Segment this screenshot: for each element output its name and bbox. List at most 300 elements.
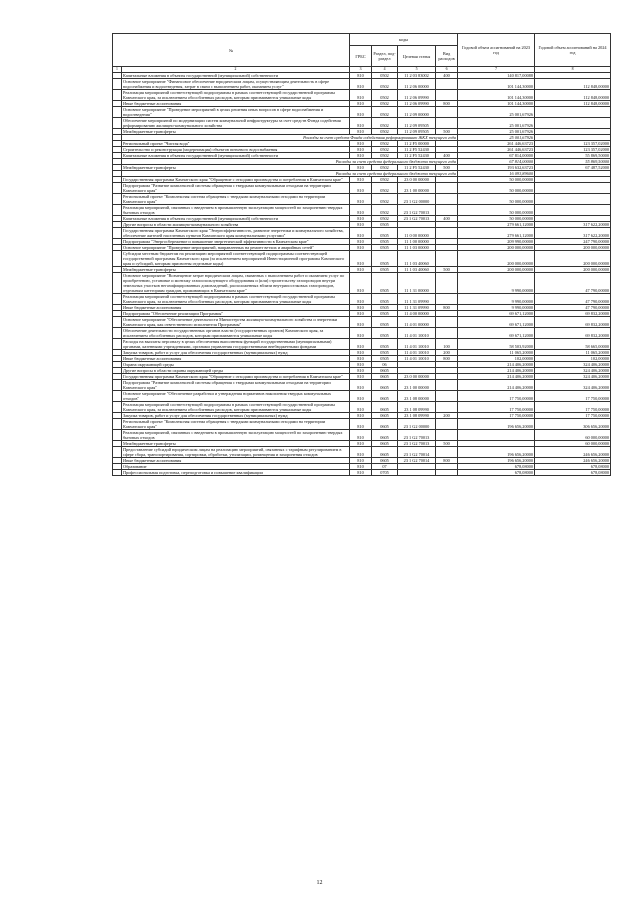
grbs-cell: 810 <box>350 251 372 267</box>
amount-2023-cell: 101 144,30000 <box>458 79 535 90</box>
grbs-cell: 810 <box>350 90 372 101</box>
row-name-cell: Государственная программа Камчатского края "Обращение с отходами производства и потребления в Камчатском крае" <box>122 177 350 183</box>
amount-2023-cell: 200 000,00000 <box>458 267 535 273</box>
row-name-cell: Подпрограмма "Развитие комплексной системы обращения с твердыми коммунальными отходами на территории Камчатского края" <box>122 380 350 391</box>
razdel-cell: 0505 <box>372 267 398 273</box>
header-2023: Годовой объем ассигнований на 2023 год <box>458 34 535 67</box>
target-article-cell: 11 2 F5 52430 <box>398 147 436 153</box>
target-article-cell: 23 1 G2 70013 <box>398 441 436 447</box>
target-article-cell: 11 1 31 00000 <box>398 273 436 294</box>
amount-2023-cell: 50 000,00000 <box>458 194 535 205</box>
grbs-cell: 810 <box>350 79 372 90</box>
row-name-cell: Региональный проект "Чистая вода" <box>122 141 350 147</box>
grbs-cell: 810 <box>350 194 372 205</box>
row-name-cell: Региональный проект "Комплексная система обращения с твердыми коммунальными отходами на территории Камчатского края" <box>122 194 350 205</box>
amount-2023-cell: 209 990,00000 <box>458 239 535 245</box>
header-col-num: 4 <box>372 67 398 73</box>
target-article-cell: 11 1 31 09990 <box>398 305 436 311</box>
row-name-cell: Строительство и реконструкция (модернизация) объектов питьевого водоснабжения <box>122 147 350 153</box>
row-number-cell <box>113 251 122 267</box>
amount-2023-cell: 678,08000 <box>458 464 535 470</box>
header-codes: коды <box>350 34 458 46</box>
amount-2023-cell: 196 656,20000 <box>458 458 535 464</box>
row-name-cell: Обеспечение деятельности государственных органов власти (государственных органов) Камчатского края, за исключением обособленных расходов, которым присваиваются уникальные коды <box>122 328 350 339</box>
row-name-cell: Межбюджетные трансферты <box>122 441 350 447</box>
razdel-cell: 07 <box>372 464 398 470</box>
header-col-num: 7 <box>458 67 535 73</box>
table-row <box>113 328 611 339</box>
razdel-cell: 0505 <box>372 328 398 339</box>
amount-2024-cell: 55 869,50000 <box>535 153 611 159</box>
expense-type-cell: 800 <box>436 356 458 362</box>
grbs-cell: 810 <box>350 362 372 368</box>
amount-2023-cell: 69 671,12000 <box>458 317 535 328</box>
grbs-cell: 810 <box>350 374 372 380</box>
target-article-cell: 23 1 00 00000 <box>398 380 436 391</box>
razdel-cell: 0605 <box>372 413 398 419</box>
amount-2024-cell: 47 790,00000 <box>535 273 611 294</box>
amount-2023-cell: 9 990,00000 <box>458 273 535 294</box>
razdel-cell: 0605 <box>372 419 398 430</box>
razdel-cell: 0502 <box>372 129 398 135</box>
amount-2024-cell: 112 848,00000 <box>535 79 611 90</box>
amount-2024-cell: 17 750,00000 <box>535 402 611 413</box>
target-article-cell: 11 4 01 10010 <box>398 356 436 362</box>
target-article-cell: 11 1 31 09990 <box>398 294 436 305</box>
amount-2024-cell: 47 790,00000 <box>535 294 611 305</box>
row-name-cell: Государственная программа Камчатского края "Обращение с отходами производства и потребления в Камчатском крае" <box>122 374 350 380</box>
amount-2024-cell <box>535 118 611 129</box>
amount-2024-cell: 317 622,20000 <box>535 222 611 228</box>
target-article-cell: 11 2 06 00000 <box>398 79 436 90</box>
row-name-cell: Другие вопросы в области охраны окружающей среды <box>122 368 350 374</box>
razdel-cell: 0502 <box>372 90 398 101</box>
razdel-cell: 0502 <box>372 79 398 90</box>
razdel-cell: 0502 <box>372 153 398 159</box>
row-number-cell <box>113 194 122 205</box>
row-number-cell <box>113 90 122 101</box>
table-body <box>113 73 611 476</box>
amount-2024-cell <box>535 205 611 216</box>
row-number-cell <box>113 339 122 350</box>
amount-2023-cell: 101 144,30000 <box>458 101 535 107</box>
target-article-cell: 11 2 09 09505 <box>398 118 436 129</box>
razdel-cell: 0502 <box>372 141 398 147</box>
grbs-cell: 810 <box>350 441 372 447</box>
note-text-cell: Расходы за счет средств федерального бюджета текущего года <box>122 159 458 165</box>
row-name-cell: Межбюджетные трансферты <box>122 129 350 135</box>
razdel-cell: 0605 <box>372 447 398 458</box>
grbs-cell: 810 <box>350 239 372 245</box>
amount-2024-cell <box>535 194 611 205</box>
row-name-cell: Основное мероприятие "Обеспечение деятельности Министерства жилищно-коммунального хозяйства и энергетики Камчатского края, как ответственного исполнителя Программы" <box>122 317 350 328</box>
amount-2024-cell: 55 869,50000 <box>535 159 611 165</box>
expense-type-cell: 500 <box>436 129 458 135</box>
amount-2024-cell: 324 406,20000 <box>535 380 611 391</box>
amount-2023-cell: 193 632,63723 <box>458 165 535 171</box>
grbs-cell: 810 <box>350 73 372 79</box>
header-target-article: Целевая статья <box>398 46 436 67</box>
grbs-cell: 810 <box>350 413 372 419</box>
header-col-num: 1 <box>113 67 122 73</box>
amount-2024-cell: 324 406,20000 <box>535 374 611 380</box>
amount-2023-cell: 17 750,00000 <box>458 413 535 419</box>
row-number-cell <box>113 419 122 430</box>
target-article-cell: 11 4 01 10010 <box>398 328 436 339</box>
row-number-cell <box>113 294 122 305</box>
target-article-cell: 23 1 G2 70013 <box>398 205 436 216</box>
page-number: 12 <box>316 880 323 886</box>
razdel-cell: 0502 <box>372 205 398 216</box>
row-name-cell: Межбюджетные трансферты <box>122 267 350 273</box>
expense-type-cell: 200 <box>436 413 458 419</box>
razdel-cell: 0502 <box>372 177 398 183</box>
row-name-cell: Образование <box>122 464 350 470</box>
target-article-cell: 11 2 F5 52430 <box>398 165 436 171</box>
grbs-cell: 810 <box>350 153 372 159</box>
row-name-cell: Охрана окружающей среды <box>122 362 350 368</box>
amount-2023-cell: 9 990,00000 <box>458 294 535 305</box>
grbs-cell: 810 <box>350 205 372 216</box>
row-number-cell <box>113 205 122 216</box>
razdel-cell: 0605 <box>372 441 398 447</box>
row-number-cell <box>113 107 122 118</box>
amount-2024-cell: 200 000,00000 <box>535 245 611 251</box>
table-row <box>113 447 611 458</box>
razdel-cell: 0502 <box>372 165 398 171</box>
grbs-cell: 810 <box>350 245 372 251</box>
expense-type-cell: 400 <box>436 216 458 222</box>
row-name-cell: Подпрограмма "Обеспечение реализации Программы" <box>122 311 350 317</box>
target-article-cell: 11 2 F5 00000 <box>398 141 436 147</box>
razdel-cell: 0502 <box>372 118 398 129</box>
table-row <box>113 90 611 101</box>
expense-type-cell <box>436 228 458 239</box>
row-name-cell: Реализация мероприятий соответствующей подпрограммы в рамках соответствующей государственной программы Камчатского края, за исключением обособленных расходов, которым присваиваются уникальные коды <box>122 402 350 413</box>
note-text-cell: Расходы за счет средств федерального бюджета текущего года <box>122 171 458 177</box>
amount-2024-cell: 306 656,20000 <box>535 419 611 430</box>
amount-2024-cell: 678,08000 <box>535 464 611 470</box>
target-article-cell: 11 1 03 40060 <box>398 267 436 273</box>
row-name-cell: Иные бюджетные ассигнования <box>122 101 350 107</box>
row-name-cell: Иные бюджетные ассигнования <box>122 305 350 311</box>
row-number-cell <box>113 79 122 90</box>
amount-2023-cell: 17 750,00000 <box>458 402 535 413</box>
razdel-cell: 0605 <box>372 391 398 402</box>
expense-type-cell: 800 <box>436 101 458 107</box>
expense-type-cell <box>436 294 458 305</box>
razdel-cell: 0505 <box>372 251 398 267</box>
amount-2024-cell <box>535 183 611 194</box>
table-row <box>113 294 611 305</box>
grbs-cell: 810 <box>350 228 372 239</box>
row-name-cell: Подпрограмма "Энергосбережение и повышение энергетической эффективности в Камчатском крае" <box>122 239 350 245</box>
expense-type-cell <box>436 402 458 413</box>
amount-2024-cell: 317 622,20000 <box>535 228 611 239</box>
table-row <box>113 430 611 441</box>
table-row <box>113 183 611 194</box>
razdel-cell: 0505 <box>372 350 398 356</box>
amount-2024-cell: 17 750,00000 <box>535 413 611 419</box>
target-article-cell: 11 4 00 00000 <box>398 311 436 317</box>
table-row <box>113 107 611 118</box>
row-name-cell: Региональный проект "Комплексная система обращения с твердыми коммунальными отходами на территории Камчатского края" <box>122 419 350 430</box>
row-name-cell: Расходы на выплаты персоналу в целях обеспечения выполнения функций государственными (муниципальными) органами, казенными учреждениями, органами управления государственными внебюджетными фондами <box>122 339 350 350</box>
grbs-cell: 810 <box>350 305 372 311</box>
amount-2023-cell: 200 000,00000 <box>458 251 535 267</box>
amount-2023-cell: 9 990,00000 <box>458 305 535 311</box>
table-header <box>113 34 611 73</box>
row-number-cell <box>113 391 122 402</box>
header-number: № <box>113 34 350 67</box>
budget-table-page <box>112 33 610 476</box>
target-article-cell: 11 2 F5 52430 <box>398 153 436 159</box>
amount-2023-cell: 50 000,00000 <box>458 183 535 194</box>
grbs-cell: 810 <box>350 368 372 374</box>
row-number-cell <box>113 430 122 441</box>
header-2024: Годовой объем ассигнований на 2024 год <box>535 34 611 67</box>
row-name-cell: Подпрограмма "Развитие комплексной системы обращения с твердыми коммунальными отходами на территории Камчатского края" <box>122 183 350 194</box>
expense-type-cell <box>436 328 458 339</box>
amount-2023-cell: 25 001,67926 <box>458 135 535 141</box>
amount-2023-cell: 25 001,67926 <box>458 129 535 135</box>
razdel-cell: 0505 <box>372 273 398 294</box>
grbs-cell: 810 <box>350 317 372 328</box>
expense-type-cell <box>436 470 458 476</box>
amount-2024-cell: 112 848,00000 <box>535 101 611 107</box>
target-article-cell: 11 0 00 00000 <box>398 228 436 239</box>
target-article-cell: 11 2 06 09990 <box>398 90 436 101</box>
grbs-cell: 810 <box>350 273 372 294</box>
expense-type-cell: 400 <box>436 73 458 79</box>
razdel-cell: 0605 <box>372 368 398 374</box>
amount-2023-cell: 50 000,00000 <box>458 177 535 183</box>
razdel-cell: 0505 <box>372 305 398 311</box>
row-name-cell: Иные бюджетные ассигнования <box>122 356 350 362</box>
amount-2023-cell: 16 093,89600 <box>458 171 535 177</box>
amount-2024-cell: 102,00000 <box>535 356 611 362</box>
table-row <box>113 380 611 391</box>
grbs-cell: 810 <box>350 419 372 430</box>
grbs-cell: 810 <box>350 470 372 476</box>
target-article-cell: 23 1 G2 70013 <box>398 430 436 441</box>
expense-type-cell <box>436 430 458 441</box>
amount-2023-cell: 200 000,00000 <box>458 245 535 251</box>
table-row <box>113 470 611 476</box>
row-name-cell: Основное мероприятие "Финансовое обеспечение юридическим лицам, осуществляющим деятельность в сфере водоснабжения и водоотведения, затрат в связи с выполнением работ, оказанием услуг" <box>122 79 350 90</box>
amount-2024-cell: 69 832,20000 <box>535 317 611 328</box>
row-name-cell: Государственная программа Камчатского края "Энергоэффективность, развитие энергетики и коммунального хозяйства, обеспечение жителей населенных пунктов Камчатского края коммунальными услугами" <box>122 228 350 239</box>
row-name-cell: Закупка товаров, работ и услуг для обеспечения государственных (муниципальных) нужд <box>122 413 350 419</box>
grbs-cell: 810 <box>350 311 372 317</box>
row-number-cell <box>113 317 122 328</box>
amount-2024-cell: 246 656,20000 <box>535 458 611 464</box>
row-name-cell: Реализация мероприятий, связанных с введением в промышленную эксплуатацию мощностей по захоронению твердых бытовых отходов <box>122 430 350 441</box>
grbs-cell: 810 <box>350 391 372 402</box>
expense-type-cell: 200 <box>436 350 458 356</box>
target-article-cell: 23 1 G2 00000 <box>398 194 436 205</box>
amount-2024-cell: 60 000,00000 <box>535 441 611 447</box>
grbs-cell: 810 <box>350 165 372 171</box>
expense-type-cell: 500 <box>436 441 458 447</box>
row-name-cell: Межбюджетные трансферты <box>122 165 350 171</box>
target-article-cell: 11 4 01 10010 <box>398 350 436 356</box>
amount-2023-cell: 140 817,00088 <box>458 73 535 79</box>
amount-2023-cell: 25 001,67926 <box>458 118 535 129</box>
target-article-cell: 11 1 00 00000 <box>398 239 436 245</box>
expense-type-cell <box>436 183 458 194</box>
header-col-num: 6 <box>436 67 458 73</box>
row-number-cell <box>113 447 122 458</box>
razdel-cell: 0505 <box>372 239 398 245</box>
razdel-cell: 0605 <box>372 380 398 391</box>
razdel-cell: 0605 <box>372 458 398 464</box>
expense-type-cell: 500 <box>436 267 458 273</box>
expense-type-cell: 800 <box>436 305 458 311</box>
amount-2024-cell: 69 832,20000 <box>535 311 611 317</box>
table-row <box>113 205 611 216</box>
header-razdel: Раздел, под-раздел <box>372 46 398 67</box>
razdel-cell: 0705 <box>372 470 398 476</box>
amount-2024-cell: 324 406,20000 <box>535 362 611 368</box>
amount-2023-cell: 11 065,20000 <box>458 350 535 356</box>
razdel-cell: 0502 <box>372 183 398 194</box>
amount-2024-cell: 47 790,00000 <box>535 305 611 311</box>
target-article-cell: 11 1 03 40060 <box>398 251 436 267</box>
grbs-cell: 810 <box>350 129 372 135</box>
expense-type-cell: 500 <box>436 165 458 171</box>
row-name-cell: Субсидии местным бюджетам на реализацию мероприятий соответствующей подпрограммы соответствующей государственной программы Камчатского края (за исключением мероприятий Инвестиционной программы Камчатского края и субсидий, которым присвоены отдельные коды) <box>122 251 350 267</box>
row-number-cell <box>113 273 122 294</box>
target-article-cell: 23 1 00 00000 <box>398 183 436 194</box>
target-article-cell: 23 1 G2 00000 <box>398 419 436 430</box>
amount-2024-cell: 11 065,20000 <box>535 350 611 356</box>
razdel-cell: 0505 <box>372 222 398 228</box>
expense-type-cell <box>436 90 458 101</box>
row-number-cell <box>113 470 122 476</box>
grbs-cell: 810 <box>350 216 372 222</box>
amount-2024-cell: 246 656,20000 <box>535 447 611 458</box>
amount-2023-cell: 67 814,00000 <box>458 159 535 165</box>
razdel-cell: 0505 <box>372 294 398 305</box>
razdel-cell: 0605 <box>372 430 398 441</box>
target-article-cell: 11 2 03 83002 <box>398 73 436 79</box>
row-name-cell: Капитальные вложения в объекты государственной (муниципальной) собственности <box>122 73 350 79</box>
razdel-cell: 0505 <box>372 356 398 362</box>
expense-type-cell <box>436 107 458 118</box>
table-row <box>113 419 611 430</box>
grbs-cell: 810 <box>350 356 372 362</box>
grbs-cell: 810 <box>350 328 372 339</box>
grbs-cell: 810 <box>350 118 372 129</box>
amount-2023-cell: 25 001,67926 <box>458 107 535 118</box>
row-name-cell: Основное мероприятие "Проведение мероприятий, направленных на ремонт ветхих и аварийных сетей" <box>122 245 350 251</box>
grbs-cell: 810 <box>350 107 372 118</box>
grbs-cell: 810 <box>350 430 372 441</box>
amount-2023-cell: 102,00000 <box>458 356 535 362</box>
row-name-cell: Другие вопросы в области жилищно-коммунального хозяйства <box>122 222 350 228</box>
amount-2023-cell: 214 406,20000 <box>458 368 535 374</box>
amount-2024-cell: 247 790,00000 <box>535 239 611 245</box>
amount-2024-cell: 678,08000 <box>535 470 611 476</box>
razdel-cell: 0605 <box>372 374 398 380</box>
target-article-cell: 23 1 G2 70014 <box>398 447 436 458</box>
target-article-cell: 23 1 08 09990 <box>398 402 436 413</box>
header-col-num: 2 <box>122 67 350 73</box>
target-article-cell: 11 4 01 00000 <box>398 317 436 328</box>
razdel-cell: 0502 <box>372 101 398 107</box>
table-row <box>113 79 611 90</box>
amount-2023-cell: 214 406,20000 <box>458 380 535 391</box>
target-article-cell: 23 1 08 09990 <box>398 413 436 419</box>
grbs-cell: 810 <box>350 402 372 413</box>
expense-type-cell <box>436 194 458 205</box>
grbs-cell: 810 <box>350 380 372 391</box>
header-grbs: ГРБС <box>350 46 372 67</box>
razdel-cell: 0502 <box>372 73 398 79</box>
amount-2023-cell <box>458 430 535 441</box>
row-name-cell: Реализация мероприятий соответствующей подпрограммы в рамках соответствующей государственной программы Камчатского края, за исключением обособленных расходов, которым присваиваются уникальные коды <box>122 294 350 305</box>
target-article-cell <box>398 470 436 476</box>
amount-2023-cell: 196 656,20000 <box>458 447 535 458</box>
target-article-cell: 23 1 G2 70013 <box>398 216 436 222</box>
razdel-cell: 0605 <box>372 402 398 413</box>
grbs-cell: 810 <box>350 350 372 356</box>
razdel-cell: 0505 <box>372 228 398 239</box>
amount-2023-cell: 261 446,63723 <box>458 147 535 153</box>
table-row <box>113 273 611 294</box>
razdel-cell: 0502 <box>372 147 398 153</box>
amount-2023-cell: 58 503,92000 <box>458 339 535 350</box>
header-col-num: 3 <box>350 67 372 73</box>
grbs-cell: 810 <box>350 101 372 107</box>
amount-2023-cell: 261 446,63723 <box>458 141 535 147</box>
header-col-num: 8 <box>535 67 611 73</box>
amount-2024-cell: 58 665,00000 <box>535 339 611 350</box>
expense-type-cell <box>436 251 458 267</box>
row-name-cell: Закупка товаров, работ и услуг для обеспечения государственных (муниципальных) нужд <box>122 350 350 356</box>
razdel-cell: 0505 <box>372 311 398 317</box>
row-name-cell: Основное мероприятие "Обеспечение разработки и утверждения нормативов накопления твердых коммунальных отходов" <box>122 391 350 402</box>
grbs-cell: 810 <box>350 141 372 147</box>
amount-2024-cell: 123 357,02000 <box>535 141 611 147</box>
amount-2024-cell: 123 357,02000 <box>535 147 611 153</box>
header-col-num: 5 <box>398 67 436 73</box>
razdel-cell: 0502 <box>372 216 398 222</box>
amount-2023-cell: 214 406,20000 <box>458 362 535 368</box>
expense-type-cell <box>436 419 458 430</box>
expense-type-cell <box>436 317 458 328</box>
grbs-cell: 810 <box>350 464 372 470</box>
target-article-cell: 23 1 08 00000 <box>398 391 436 402</box>
table-row <box>113 118 611 129</box>
amount-2024-cell: 60 000,00000 <box>535 430 611 441</box>
amount-2023-cell: 69 671,12000 <box>458 311 535 317</box>
expense-type-cell <box>436 391 458 402</box>
amount-2024-cell: 112 848,00000 <box>535 90 611 101</box>
table-row <box>113 339 611 350</box>
amount-2024-cell: 69 832,20000 <box>535 328 611 339</box>
amount-2023-cell: 50 000,00000 <box>458 216 535 222</box>
row-number-cell <box>113 228 122 239</box>
row-name-cell: Капитальные вложения в объекты государственной (муниципальной) собственности <box>122 216 350 222</box>
expense-type-cell <box>436 79 458 90</box>
target-article-cell: 11 2 09 00000 <box>398 107 436 118</box>
amount-2023-cell: 279 661,12000 <box>458 222 535 228</box>
row-name-cell: Предоставление субсидий юридическим лицам на реализацию мероприятий, связанных с тарифным регулированием в сфере сбора, транспортирования, сортировки, обработки, утилизации, размещения и захоронения отходов <box>122 447 350 458</box>
expense-type-cell: 400 <box>436 153 458 159</box>
row-number-cell <box>113 183 122 194</box>
